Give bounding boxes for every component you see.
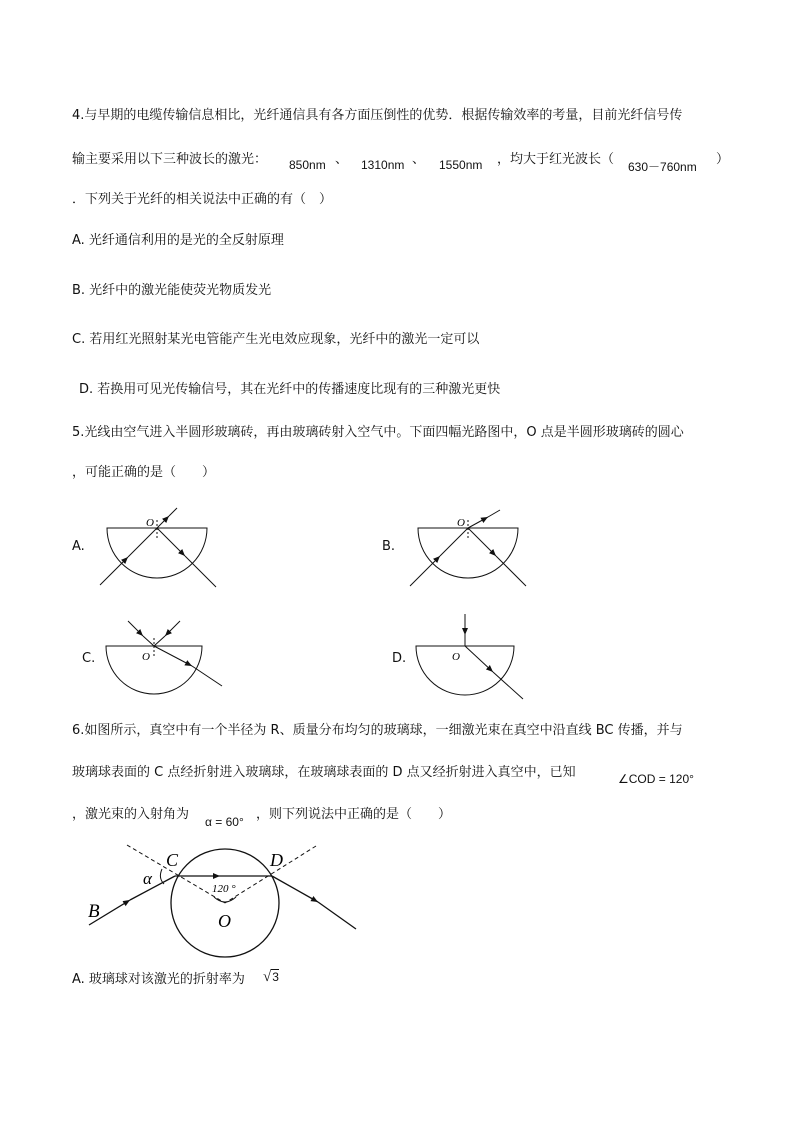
q6-label-o: O [218,911,231,931]
q5-figure-d-center-label: O [452,651,460,663]
q6-label-c: C [166,850,179,870]
q5-label-c: C. [82,651,96,666]
q6-option-a-value: 3 [272,970,279,984]
q4-sep1: 、 [335,152,349,167]
q6-line3-suffix: ，则下列说法中正确的是（ ） [256,807,452,822]
q6-option-a-sqrt [263,969,279,986]
q4-option-b: B. 光纤中的激光能使荧光物质发光 [72,283,272,298]
q5-figure-a-center-label: O [146,517,154,529]
q6-line3-prefix: ，激光束的入射角为 [72,807,190,822]
q6-figure [89,845,356,957]
q5-line1: 5.光线由空气进入半圆形玻璃砖，再由玻璃砖射入空气中。下面四幅光路图中，O 点是半圆形玻璃砖的圆心 [72,425,684,440]
q5-figure-c-center-label: O [142,651,150,663]
q5-figure-c [106,621,222,694]
q6-line1: 6.如图所示，真空中有一个半径为 R、质量分布均匀的玻璃球，一细激光束在真空中沿直线 BC 传播，并与 [72,723,683,738]
q6-option-a: A. 玻璃球对该激光的折射率为 [72,972,245,987]
q6-alpha-value: α = 60° [205,815,244,829]
q4-red-wavelength-range: 630－760nm [628,160,697,174]
q6-angle-cod: ∠COD = 120° [618,772,694,786]
q5-label-a: A. [72,539,85,554]
q6-label-alpha: α [143,869,152,888]
q4-paren-close: ） [716,152,730,167]
q6-label-b: B [88,901,100,922]
q4-sep2: 、 [412,152,426,167]
q4-line1: 4.与早期的电缆传输信息相比，光纤通信具有各方面压倒性的优势．根据传输效率的考量，目前光纤信号传 [72,108,683,123]
q5-label-b: B. [382,539,396,554]
q6-line2: 玻璃球表面的 C 点经折射进入玻璃球，在玻璃球表面的 D 点又经折射进入真空中，已知 [72,765,576,780]
q4-line2-prefix: 输主要采用以下三种波长的激光： [72,152,268,167]
q4-wavelength-1550: 1550nm [439,158,483,172]
q5-figure-a [100,508,216,587]
q4-wavelength-850: 850nm [289,158,326,172]
q5-label-d: D. [392,651,407,666]
q6-label-d: D [270,850,283,870]
q5-figure-d [416,614,523,699]
q4-line2-mid: ，均大于红光波长（ [497,152,615,167]
q5-line2: ，可能正确的是（ ） [72,465,216,480]
q5-figure-b [410,510,526,586]
q4-option-d: D. 若换用可见光传输信号，其在光纤中的传播速度比现有的三种激光更快 [79,382,501,397]
q4-line3: ．下列关于光纤的相关说法中正确的有（ ） [72,192,333,207]
q6-label-angle: 120 ° [212,883,236,895]
sqrt-symbol: √ [263,969,272,985]
q5-figure-b-center-label: O [457,517,465,529]
q4-option-a: A. 光纤通信利用的是光的全反射原理 [72,233,284,248]
q4-wavelength-1310: 1310nm [361,158,405,172]
q4-option-c: C. 若用红光照射某光电管能产生光电效应现象，光纤中的激光一定可以 [72,332,480,347]
